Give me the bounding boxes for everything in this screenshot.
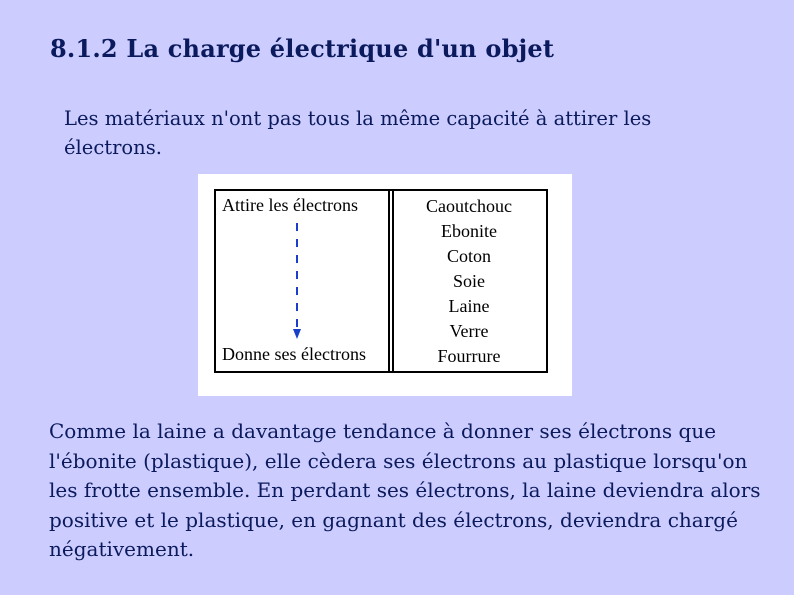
triboelectric-table	[214, 189, 548, 373]
material-item: Caoutchouc	[426, 196, 512, 216]
material-item: Soie	[452, 271, 485, 291]
down-arrow-icon	[292, 221, 302, 341]
material-item: Ebonite	[441, 221, 497, 241]
triboelectric-series-figure	[198, 174, 572, 396]
material-item: Fourrure	[437, 346, 501, 366]
material-item: Verre	[449, 321, 489, 341]
explanation-paragraph: Comme la laine a davantage tendance à donner ses électrons que l'ébonite (plastique), elle cèdera ses électrons au plastique lorsqu'on les frotte ensemble. En perdant ses électrons, la laine deviendra alors positive et le plastique, en gagnant des électrons, deviendra chargé négativement.	[49, 419, 761, 561]
material-item: Coton	[446, 246, 491, 266]
gives-electrons-label: Donne ses électrons	[222, 344, 366, 364]
attracts-electrons-label: Attire les électrons	[222, 195, 358, 215]
intro-paragraph: Les matériaux n'ont pas tous la même capacité à attirer les électrons.	[64, 107, 652, 159]
material-item: Laine	[448, 296, 490, 316]
column-divider	[388, 191, 390, 371]
slide-title: 8.1.2 La charge électrique d'un objet	[50, 34, 555, 63]
materials-list	[394, 194, 544, 369]
arrow-head	[293, 329, 301, 339]
